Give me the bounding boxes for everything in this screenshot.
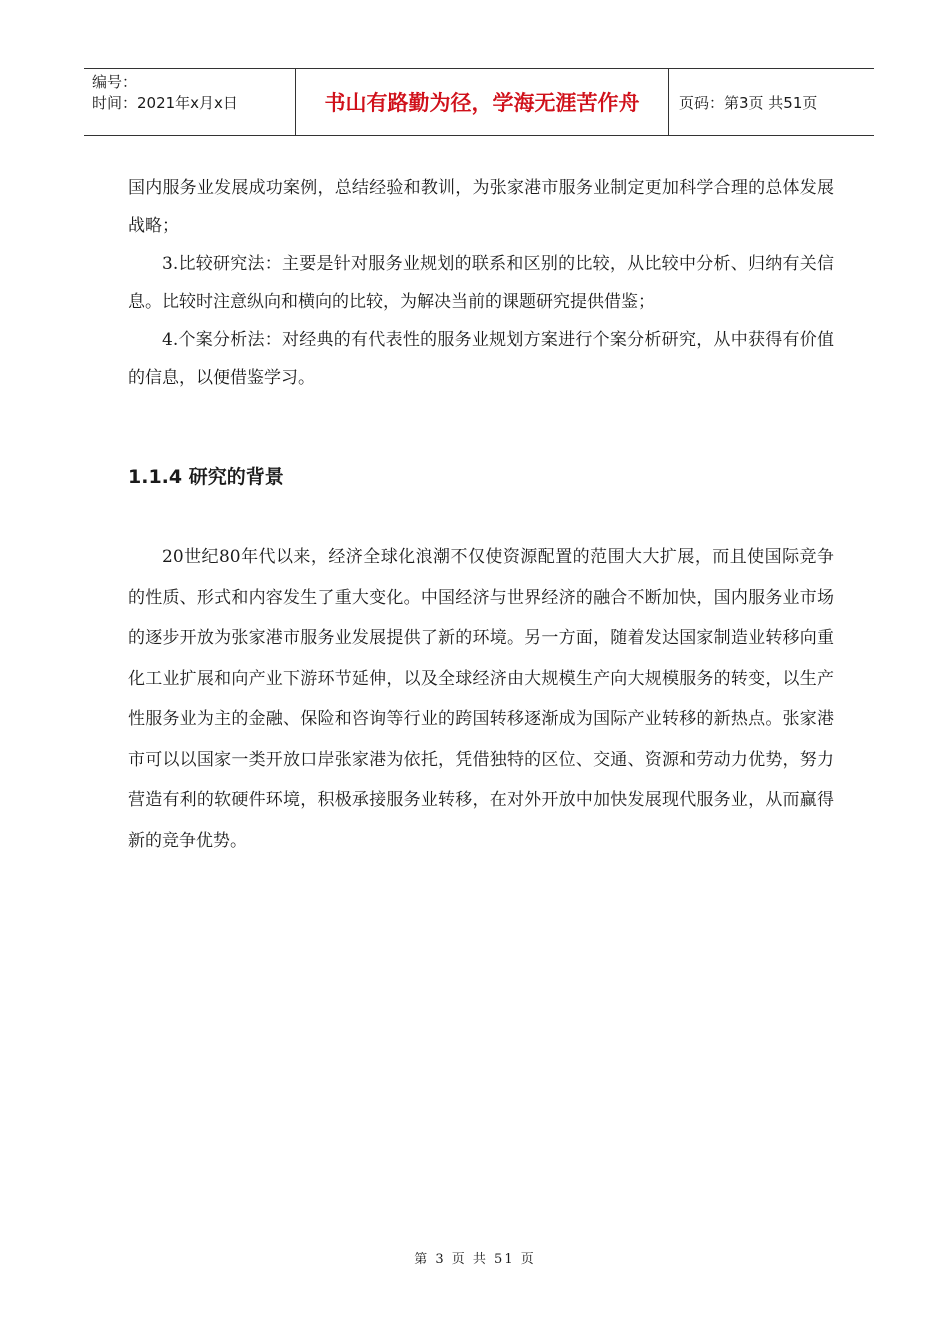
paragraph-background: 20世纪80年代以来，经济全球化浪潮不仅使资源配置的范围大大扩展，而且使国际竞争的性质、形式和内容发生了重大变化。中国经济与世界经济的融合不断加快，国内服务业市场的逐步开放为张家港市服务业发展提供了新的环境。另一方面，随着发达国家制造业转移向重化工业扩展和向产业下游环节延伸，以及全球经济由大规模生产向大规模服务的转变，以生产性服务业为主的金融、保险和咨询等行业的跨国转移逐渐成为国际产业转移的新热点。张家港市可以以国家一类开放口岸张家港为依托，凭借独特的区位、交通、资源和劳动力优势，努力营造有利的软硬件环境，积极承接服务业转移，在对外开放中加快发展现代服务业，从而赢得新的竞争优势。 bbox=[128, 547, 834, 851]
section-title: 1.1.4 研究的背景 bbox=[128, 466, 284, 488]
background-section bbox=[128, 537, 834, 861]
header-page-info: 页码：第3页 共51页 bbox=[679, 93, 818, 112]
paragraph-case-analysis: 4.个案分析法：对经典的有代表性的服务业规划方案进行个案分析研究，从中获得有价值的信息，以便借鉴学习。 bbox=[128, 330, 834, 388]
document-header bbox=[84, 68, 874, 136]
paragraph-comparison-method: 3.比较研究法：主要是针对服务业规划的联系和区别的比较，从比较中分析、归纳有关信息。比较时注意纵向和横向的比较，为解决当前的课题研究提供借鉴； bbox=[128, 254, 834, 312]
number-label: 编号： bbox=[92, 73, 138, 91]
intro-paragraphs bbox=[128, 169, 834, 397]
paragraph-continued: 国内服务业发展成功案例，总结经验和教训，为张家港市服务业制定更加科学合理的总体发展战略； bbox=[128, 178, 834, 236]
header-meta bbox=[84, 69, 296, 135]
time-label: 时间：2021年x月x日 bbox=[92, 94, 238, 112]
page-footer: 第 3 页 共 51 页 bbox=[414, 1252, 536, 1267]
header-motto: 书山有路勤为径，学海无涯苦作舟 bbox=[296, 69, 669, 135]
